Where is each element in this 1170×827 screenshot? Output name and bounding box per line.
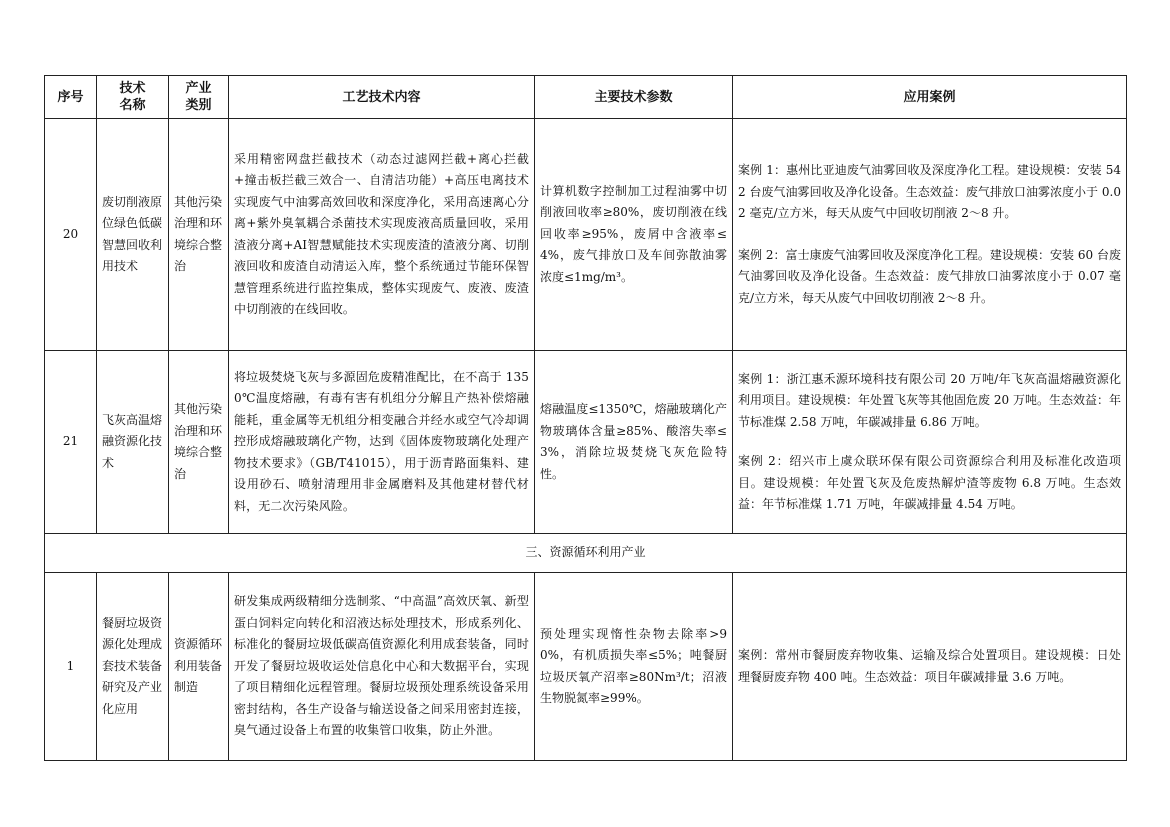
section-heading-row [45, 534, 1127, 573]
process-content: 研发集成两级精细分选制浆、“中高温”高效厌氧、新型蛋白饲料定向转化和沼液达标处理技术，形成系列化、标准化的餐厨垃圾低碳高值资源化利用成套装备，同时开发了餐厨垃圾收运处信息化中心和大数据平台，实现了项目精细化远程管理。餐厨垃圾预处理系统设备采用密封结构，各生产设备与输送设备之间采用密封连接，臭气通过设备上布置的收集管口收集，防止外泄。 [229, 573, 535, 761]
case-gap [738, 433, 1121, 451]
table-row [45, 119, 1127, 351]
table-row [45, 351, 1127, 534]
header-main-params: 主要技术参数 [535, 76, 733, 119]
header-tech-name [97, 76, 169, 119]
row-number: 21 [45, 351, 97, 534]
case-1: 案例 1：惠州比亚迪废气油雾回收及深度净化工程。建设规模：安装 542 台废气油雾回收及净化设备。生态效益：废气排放口油雾浓度小于 0.02 毫克/立方米，每天从废气中回收切削液 2～8 升。 [738, 163, 1121, 220]
case-2: 案例 2：绍兴市上虞众联环保有限公司资源综合利用及标准化改造项目。建设规模：年处置飞灰及危废热解炉渣等废物 6.8 万吨。生态效益：年节标准煤 1.71 万吨，年碳减排量 4.54 万吨。 [738, 454, 1121, 511]
header-process-content: 工艺技术内容 [229, 76, 535, 119]
tech-name: 废切削液原位绿色低碳智慧回收利用技术 [97, 119, 169, 351]
tech-name: 飞灰高温熔融资源化技术 [97, 351, 169, 534]
process-content: 采用精密网盘拦截技术（动态过滤网拦截+离心拦截+撞击板拦截三效合一、自清洁功能）+高压电离技术实现废气中油雾高效回收和深度净化，采用高速离心分离+紫外臭氧耦合杀菌技术实现废液高质量回收，采用渣液分离+AI智慧赋能技术实现废渣的渣液分离、切削液回收和废渣自动清运入库，整个系统通过节能环保智慧管理系统进行监控集成，整体实现废气、废液、废渣中切削液的在线回收。 [229, 119, 535, 351]
case-2: 案例 2：富士康废气油雾回收及深度净化工程。建设规模：安装 60 台废气油雾回收及净化设备。生态效益：废气排放口油雾浓度小于 0.07 毫克/立方米，每天从废气中回收切削液 2～8 升。 [738, 247, 1121, 305]
main-params: 熔融温度≤1350℃，熔融玻璃化产物玻璃体含量≥85%、酸溶失率≤3%，消除垃圾焚烧飞灰危险特性。 [535, 351, 733, 534]
application-cases [733, 573, 1127, 761]
industry-category: 资源循环利用装备制造 [169, 573, 229, 761]
section-title: 三、资源循环利用产业 [45, 534, 1127, 573]
case-gap [738, 225, 1121, 245]
case-1: 案例 1：浙江惠禾源环境科技有限公司 20 万吨/年飞灰高温熔融资源化利用项目。建设规模：年处置飞灰等其他固危废 20 万吨。生态效益：年节标准煤 2.58 万吨，年碳减排量 6.86 万吨。 [738, 371, 1121, 429]
industry-category: 其他污染治理和环境综合整治 [169, 119, 229, 351]
table-row [45, 573, 1127, 761]
process-content: 将垃圾焚烧飞灰与多源固危废精准配比，在不高于 1350℃温度熔融，有毒有害有机组分分解且产热补偿熔融能耗，重金属等无机组分相变融合并经水或空气冷却调控形成熔融玻璃化产物，达到《固体废物玻璃化处理产物技术要求》（GB/T41015），用于沥青路面集料、建设用砂石、喷射清理用非金属磨料及其他建材替代材料，无二次污染风险。 [229, 351, 535, 534]
application-cases [733, 351, 1127, 534]
main-params: 预处理实现惰性杂物去除率>90%，有机质损失率≤5%；吨餐厨垃圾厌氧产沼率≥80Nm³/t；沼液生物脱氮率≥99%。 [535, 573, 733, 761]
table-header-row [45, 76, 1127, 119]
row-number: 1 [45, 573, 97, 761]
header-tech-name-text: 技术名称 [119, 81, 146, 113]
header-category [169, 76, 229, 119]
technology-catalog-table [44, 75, 1127, 761]
tech-name: 餐厨垃圾资源化处理成套技术装备研究及产业化应用 [97, 573, 169, 761]
header-application-cases: 应用案例 [733, 76, 1127, 119]
case-1: 案例：常州市餐厨废弃物收集、运输及综合处置项目。建设规模：日处理餐厨废弃物 400 吨。生态效益：项目年碳减排量 3.6 万吨。 [738, 648, 1121, 684]
header-no: 序号 [45, 76, 97, 119]
row-number: 20 [45, 119, 97, 351]
header-category-text: 产业类别 [185, 81, 212, 113]
industry-category: 其他污染治理和环境综合整治 [169, 351, 229, 534]
main-params: 计算机数字控制加工过程油雾中切削液回收率≥80%，废切削液在线回收率≥95%，废屑中含液率≤4%，废气排放口及车间弥散油雾浓度≤1mg/m³。 [535, 119, 733, 351]
application-cases [733, 119, 1127, 351]
